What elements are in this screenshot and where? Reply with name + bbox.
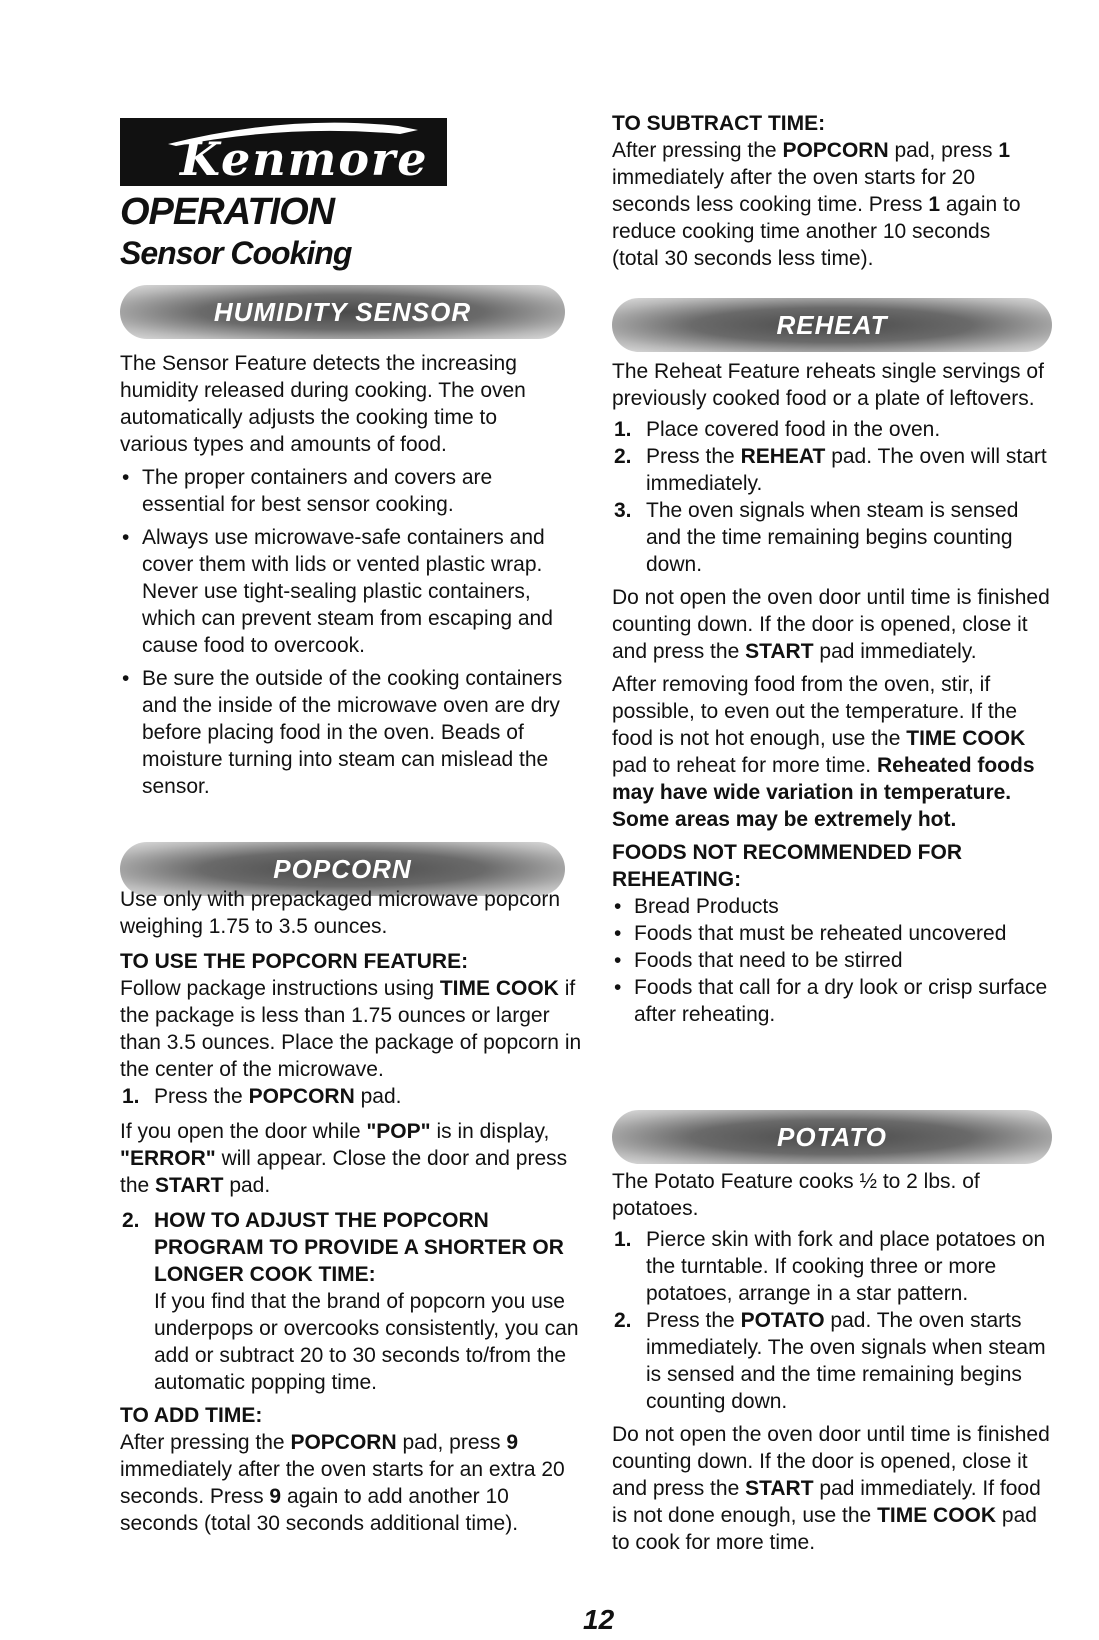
reheat-after-note: After removing food from the oven, stir, if possible, to even out the temperature. If the food is not hot enough, use the TIME COOK pad to reheat for more time. Reheated foods may have wide variation in temperature. Some areas may be extremely hot. — [612, 673, 1035, 831]
potato-step-1: 1. Pierce skin with fork and place potatoes on the turntable. If cooking three or more potatoes, arrange in a star pattern. — [614, 1228, 1046, 1305]
humidity-sensor-banner: HUMIDITY SENSOR — [120, 285, 565, 339]
page-title: OPERATION — [120, 191, 335, 233]
reheat-step-3: 3. The oven signals when steam is sensed and the time remaining begins counting down. — [614, 499, 1019, 576]
humidity-bullet: • Always use microwave-safe containers and cover them with lids or vented plastic wrap. Never use tight-sealing plastic containers, which can prevent steam from escaping and cause food to overcook. — [122, 526, 553, 657]
popcorn-use-heading: TO USE THE POPCORN FEATURE: — [120, 950, 469, 973]
humidity-section — [120, 350, 565, 800]
subtract-time-heading: TO SUBTRACT TIME: — [612, 112, 826, 135]
reheat-step-2: 2. Press the REHEAT pad. The oven will start immediately. — [614, 445, 1047, 495]
potato-door-note: Do not open the oven door until time is finished counting down. If the door is opened, close it and press the START pad immediately. If food is not done enough, use the TIME COOK pad to cook for more time. — [612, 1423, 1050, 1554]
popcorn-use-text: Follow package instructions using TIME COOK if the package is less than 1.75 ounces or larger than 3.5 ounces. Place the package of popcorn in the center of the microwave. — [120, 977, 582, 1081]
potato-banner: POTATO — [612, 1110, 1052, 1164]
popcorn-error-note: If you open the door while "POP" is in display, "ERROR" will appear. Close the door and press the START pad. — [120, 1120, 568, 1197]
kenmore-logo — [120, 118, 447, 186]
potato-step-2: 2. Press the POTATO pad. The oven starts immediately. The oven signals when steam is sensed and the time remaining begins counting down. — [614, 1309, 1046, 1413]
not-recommended-item: • Foods that must be reheated uncovered — [614, 922, 1007, 945]
page-subtitle: Sensor Cooking — [120, 235, 352, 271]
potato-section — [612, 1168, 1057, 1556]
reheat-banner: REHEAT — [612, 298, 1052, 352]
not-recommended-item: • Foods that call for a dry look or crisp surface after reheating. — [614, 976, 1048, 1026]
popcorn-step-1: 1. Press the POPCORN pad. — [122, 1085, 402, 1108]
page-number: 12 — [583, 1604, 615, 1635]
not-recommended-item: • Bread Products — [614, 895, 779, 918]
popcorn-banner: POPCORN — [120, 842, 565, 896]
potato-intro: The Potato Feature cooks ½ to 2 lbs. of potatoes. — [612, 1170, 980, 1220]
reheat-step-1: 1. Place covered food in the oven. — [614, 418, 941, 441]
humidity-bullet: • The proper containers and covers are essential for best sensor cooking. — [122, 466, 493, 516]
popcorn-adjust-text: If you find that the brand of popcorn you use underpops or overcooks consistently, you can add or subtract 20 to 30 seconds to/from the automatic popping time. — [154, 1290, 579, 1394]
popcorn-section — [120, 886, 585, 1537]
reheat-intro: The Reheat Feature reheats single servings of previously cooked food or a plate of leftovers. — [612, 360, 1044, 410]
popcorn-adjust-heading: HOW TO ADJUST THE POPCORN PROGRAM TO PROVIDE A SHORTER OR LONGER COOK TIME: — [154, 1209, 564, 1286]
logo-wordmark: Kenmore — [180, 132, 429, 186]
add-time-heading: TO ADD TIME: — [120, 1404, 263, 1427]
subtract-time-section — [612, 110, 1042, 272]
not-recommended-item: • Foods that need to be stirred — [614, 949, 903, 972]
popcorn-step-2: 2. HOW TO ADJUST THE POPCORN PROGRAM TO PROVIDE A SHORTER OR LONGER COOK TIME: If you find that the brand of popcorn you use underpops or overcooks consistently, you can add or subtract 20 to 30 seconds to/from the automatic popping time. — [120, 1207, 585, 1396]
subtract-time-text: After pressing the POPCORN pad, press 1 immediately after the oven starts for 20 seconds less cooking time. Press 1 again to reduce cooking time another 10 seconds (total 30 seconds less time). — [612, 139, 1021, 270]
not-recommended-heading: FOODS NOT RECOMMENDED FOR REHEATING: — [612, 841, 962, 891]
humidity-intro: The Sensor Feature detects the increasing humidity released during cooking. The oven automatically adjusts the cooking time to various types and amounts of food. — [120, 352, 526, 456]
popcorn-intro: Use only with prepackaged microwave popcorn weighing 1.75 to 3.5 ounces. — [120, 888, 561, 938]
reheat-section — [612, 358, 1057, 1028]
humidity-bullet: • Be sure the outside of the cooking containers and the inside of the microwave oven are dry before placing food in the oven. Beads of moisture turning into steam can mislead the sensor. — [122, 667, 563, 798]
add-time-text: After pressing the POPCORN pad, press 9 immediately after the oven starts for an extra 20 seconds. Press 9 again to add another 10 seconds (total 30 seconds additional time). — [120, 1431, 565, 1535]
reheat-door-note: Do not open the oven door until time is finished counting down. If the door is opened, close it and press the START pad immediately. — [612, 586, 1050, 663]
